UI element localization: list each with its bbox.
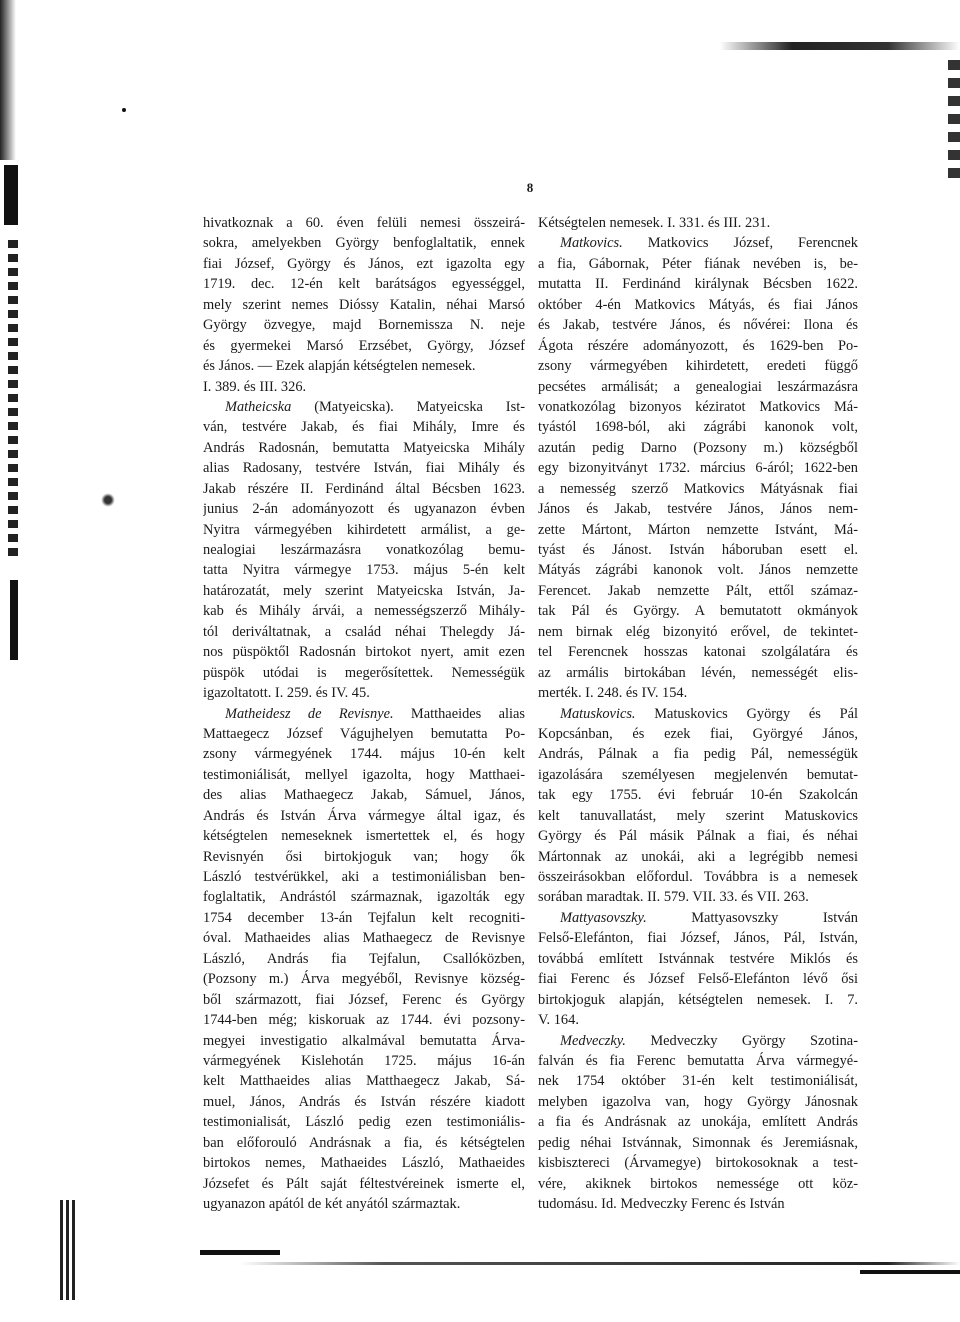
line-text: merték. I. 248. és IV. 154. xyxy=(538,685,688,702)
text-line xyxy=(538,990,858,1010)
text-line xyxy=(203,1194,525,1214)
text-line xyxy=(538,1031,858,1051)
line-text: muel, János, András és István részére kiadott xyxy=(203,1093,525,1110)
text-line xyxy=(538,969,858,989)
scan-edge-mark xyxy=(8,240,18,560)
text-line xyxy=(203,908,525,928)
line-text: András, Pálnak a fia pedig Pál, nemességük xyxy=(538,746,858,763)
line-text: megyei investigatio alkalmával bemutatta Árva- xyxy=(203,1032,525,1049)
text-line xyxy=(538,540,858,560)
scan-edge-mark xyxy=(860,1270,960,1274)
text-line xyxy=(538,1174,858,1194)
line-text: kisbisztereci (Árvamegye) birtokosoknak a test- xyxy=(538,1155,858,1172)
text-line xyxy=(203,765,525,785)
text-line xyxy=(538,1112,858,1132)
text-line xyxy=(203,479,525,499)
text-line xyxy=(203,806,525,826)
line-text: nealogiai leszármazásra vonatkozólag bemu- xyxy=(203,542,525,558)
text-line xyxy=(538,1153,858,1173)
line-text: György és Pál másik Pálnak a fiai, és néhai xyxy=(538,828,858,845)
text-line xyxy=(538,213,858,233)
text-line xyxy=(203,826,525,846)
page-number: 8 xyxy=(526,180,534,195)
text-line xyxy=(538,336,858,356)
line-text: és Jakab, testvére János, és nővérei: Ilona és xyxy=(538,317,858,334)
text-line xyxy=(203,1031,525,1051)
text-line xyxy=(538,254,858,274)
text-line xyxy=(538,928,858,948)
text-line xyxy=(538,1092,858,1112)
scan-edge-mark xyxy=(200,1250,280,1255)
line-text: zsony vármegyének 1744. május 10-én kelt xyxy=(203,746,525,763)
line-text: birtokos nemes, Mathaeides László, Mathaeides xyxy=(203,1155,525,1172)
text-line xyxy=(538,826,858,846)
line-text: tak egy 1755. évi február 10-én Szakolcán xyxy=(538,787,858,804)
text-line xyxy=(538,663,858,683)
line-text: 1754 december 13-án Tejfalun kelt recogniti- xyxy=(203,909,525,926)
text-line xyxy=(203,560,525,580)
line-text: I. 389. és III. 326. xyxy=(203,378,307,395)
text-line xyxy=(538,642,858,662)
line-text: kétségtelen nemeseknek ismertettek el, és hogy xyxy=(203,828,525,845)
text-line xyxy=(203,969,525,989)
line-text: sorában maradtak. II. 579. VII. 33. és VII. 263. xyxy=(538,889,809,906)
text-line xyxy=(203,274,525,294)
line-text: vármegyének Kislehotán 1725. május 16-án xyxy=(203,1052,525,1069)
line-text: László, András fia Tejfalun, Csallóközben, xyxy=(203,950,525,967)
text-line xyxy=(203,336,525,356)
line-text: 1744-ben még; kiskoruak az 1744. évi pozsony- xyxy=(203,1012,525,1029)
text-line xyxy=(538,744,858,764)
scan-edge-mark xyxy=(720,42,960,50)
text-line xyxy=(203,704,525,724)
line-text: egy bizonyitványt 1732. március 6-áról; 1622-ben xyxy=(538,460,858,477)
entry-heading: Matheidesz de Revisnye. xyxy=(225,705,394,722)
line-text: és János. — Ezek alapján kétségtelen nemesek. xyxy=(203,358,476,375)
line-text: Felső-Elefánton, fiai József, János, Pál, István, xyxy=(538,930,858,947)
line-text: junius 2-án adományozott és ugyanazon évben xyxy=(203,501,525,518)
text-line xyxy=(538,622,858,642)
line-text: Medveczky György Szotina- xyxy=(625,1032,858,1049)
line-text: október 4-én Matkovics Mátyás, és fiai János xyxy=(538,296,858,313)
line-text: azután pedig Darno (Pozsony m.) községből xyxy=(538,439,858,456)
text-line xyxy=(538,704,858,724)
line-text: Mártonnak az unokái, aki a legrégibb nemesi xyxy=(538,848,858,865)
scan-speck xyxy=(100,492,116,508)
line-text: tel Ferencnek hosszas katonai szolgálatára és xyxy=(538,644,858,661)
line-text: a fia, Gábornak, Péter fiának nevében is, be- xyxy=(538,255,858,272)
text-line xyxy=(203,295,525,315)
line-text: kelt tanuvallatást, mely szerint Matuskovics xyxy=(538,807,858,824)
line-text: Józsefet és Pált saját féltestvéreinek ismerte el, xyxy=(203,1175,525,1192)
text-line xyxy=(203,417,525,437)
line-text: testimoniálisát, mellyel igazolta, hogy Matthaei- xyxy=(203,766,525,783)
line-text: Ferencet. Jakab nemzette Pált, ettől számaz- xyxy=(538,582,858,599)
line-text: igazoltatott. I. 259. és IV. 45. xyxy=(203,685,370,702)
text-line xyxy=(538,1194,858,1214)
scan-edge-mark xyxy=(10,580,18,660)
text-line xyxy=(538,377,858,397)
scan-speck xyxy=(122,108,126,112)
line-text: kelt Matthaeides alias Matthaegecz Jakab, Sá- xyxy=(203,1073,525,1090)
line-text: des alias Mathaegecz Jakab, Sámuel, János, xyxy=(203,787,525,804)
text-line xyxy=(203,233,525,253)
text-line xyxy=(538,1051,858,1071)
text-line xyxy=(203,724,525,744)
line-text: a fia és Andrásnak az unokája, említett András xyxy=(538,1114,858,1131)
text-line xyxy=(203,213,525,233)
text-line xyxy=(538,765,858,785)
line-text: Jakab részére II. Ferdinánd által Bécsben 1623. xyxy=(203,480,525,497)
line-text: testimonialisát, László pedig ezen testimoniális- xyxy=(203,1114,525,1131)
line-text: tak Pál és György. A bemutatott okmányok xyxy=(538,603,858,620)
scan-edge-shadow xyxy=(0,0,20,160)
text-line xyxy=(203,744,525,764)
text-line xyxy=(203,601,525,621)
line-text: Revisnyén ősi birtokjoguk van; hogy ők xyxy=(203,848,525,865)
text-line xyxy=(538,397,858,417)
text-line xyxy=(538,233,858,253)
line-text: (Matyeicska). Matyeicska Ist- xyxy=(291,398,525,415)
text-line xyxy=(538,724,858,744)
line-text: vére, akiknek birtokos nemessége ott köz- xyxy=(538,1175,858,1192)
text-line xyxy=(203,1153,525,1173)
text-line xyxy=(203,1071,525,1091)
line-text: összeirásokban előfordul. Továbbra is a nemesek xyxy=(538,869,858,885)
line-text: fiai Ferenc és József Felső-Elefánton lévő ősi xyxy=(538,971,858,988)
scan-edge-mark xyxy=(948,60,960,180)
line-text: (Pozsony m.) Árva megyéből, Revisnye község- xyxy=(203,971,525,988)
text-line xyxy=(203,499,525,519)
text-line xyxy=(538,356,858,376)
text-line xyxy=(538,806,858,826)
line-text: nem birnak elég bizonyitó erővel, de tekintet- xyxy=(538,623,858,640)
line-text: 1719. dec. 12-én kelt barátságos egyességgel, xyxy=(203,276,525,293)
text-line xyxy=(203,1174,525,1194)
text-line xyxy=(203,928,525,948)
text-line xyxy=(538,949,858,969)
text-line xyxy=(538,1010,858,1030)
line-text: fiai József, György és János, ezt igazolta egy xyxy=(203,255,525,272)
line-text: V. 164. xyxy=(538,1012,579,1029)
text-line xyxy=(203,520,525,540)
right-text-column xyxy=(538,213,858,1214)
line-text: pedig néhai Istvánnak, Simonnak és Jeremiásnak, xyxy=(538,1134,858,1151)
text-line xyxy=(203,847,525,867)
text-line xyxy=(203,663,525,683)
text-line xyxy=(203,785,525,805)
line-text: Kopcsánban, és ezek fiai, Györgyé János, xyxy=(538,725,858,742)
line-text: hivatkoznak a 60. éven felüli nemesi összeirá- xyxy=(203,215,525,231)
line-text: ugyanazon apától de két anyától származtak. xyxy=(203,1196,461,1212)
line-text: birtokjoguk alapján, kétségtelen nemesek. I. 7. xyxy=(538,991,858,1008)
line-text: és gyermekei Marsó Erzsébet, György, József xyxy=(203,337,525,354)
entry-heading: Matuskovics. xyxy=(560,705,636,722)
text-line xyxy=(538,499,858,519)
text-line xyxy=(203,683,525,703)
line-text: Matkovics József, Ferencnek xyxy=(622,235,858,252)
line-text: nos püspöktől Radosnán birtokot nyert, amit ezen xyxy=(203,644,525,661)
text-line xyxy=(203,1092,525,1112)
text-line xyxy=(538,560,858,580)
text-line xyxy=(203,581,525,601)
text-line xyxy=(538,683,858,703)
line-text: kab és Mihály árvái, a nemességszerző Mihály- xyxy=(203,603,525,620)
text-line xyxy=(538,438,858,458)
text-line xyxy=(203,1112,525,1132)
text-line xyxy=(538,581,858,601)
line-text: falván és fia Ferenc bemutatta Árva vármegyé- xyxy=(538,1052,858,1069)
text-line xyxy=(538,295,858,315)
text-line xyxy=(538,1071,858,1091)
line-text: András Radosnán, bemutatta Matyeicska Mihály xyxy=(203,439,525,456)
text-line xyxy=(203,540,525,560)
line-text: János és Jakab, testvére János, János nem- xyxy=(538,501,858,518)
line-text: ből származott, fiai József, Ferenc és György xyxy=(203,991,525,1008)
text-line xyxy=(538,847,858,867)
line-text: a nemesség szerző Matkovics Mátyásnak fiai xyxy=(538,480,858,497)
text-line xyxy=(203,622,525,642)
text-line xyxy=(203,377,525,397)
text-line xyxy=(538,785,858,805)
line-text: ban előforouló Andrásnak a fia, és kétségtelen xyxy=(203,1134,525,1151)
text-line xyxy=(538,479,858,499)
text-line xyxy=(203,1051,525,1071)
text-line xyxy=(538,417,858,437)
text-line xyxy=(538,601,858,621)
text-line xyxy=(538,520,858,540)
line-text: igazolására személyesen megjelenvén bemutat- xyxy=(538,766,858,783)
line-text: tatta Nyitra vármegye 1753. május 5-én kelt xyxy=(203,562,525,579)
line-text: vonatkozólag bizonyos kéziratot Matkovics Má- xyxy=(538,398,858,415)
entry-heading: Medveczky. xyxy=(560,1032,626,1049)
line-text: Kétségtelen nemesek. I. 331. és III. 231. xyxy=(538,215,771,231)
text-line xyxy=(203,887,525,907)
text-line xyxy=(203,642,525,662)
line-text: Mattaegecz József Vágujhelyen bemutatta Po- xyxy=(203,725,525,742)
scan-edge-mark xyxy=(60,1200,78,1300)
text-line xyxy=(203,949,525,969)
line-text: továbbá említett Istvánnak testvére Miklós és xyxy=(538,950,858,967)
line-text: zette Mártont, Márton nemzette Istvánt, Má- xyxy=(538,521,858,538)
text-line xyxy=(538,1133,858,1153)
line-text: tudomásu. Id. Medveczky Ferenc és István xyxy=(538,1196,785,1212)
text-line xyxy=(538,867,858,887)
line-text: az armális birtokában lévén, nemességét elis- xyxy=(538,664,858,681)
line-text: Ágota részére adományozott, és 1629-ben Po- xyxy=(538,337,858,354)
text-line xyxy=(203,397,525,417)
line-text: püspök utódai is megerősítettek. Nemességük xyxy=(203,664,525,681)
line-text: Mattyasovszky István xyxy=(646,909,858,926)
text-line xyxy=(538,908,858,928)
text-line xyxy=(538,315,858,335)
line-text: Matuskovics György és Pál xyxy=(635,705,858,722)
line-text: László testvérükkel, aki a testimoniálisban ben- xyxy=(203,869,525,885)
line-text: tyástól 1698-ból, aki zágrábi kanonok volt, xyxy=(538,419,858,436)
line-text: óval. Mathaeides alias Mathaegecz de Revisnye xyxy=(203,930,525,947)
line-text: pecsétes armálisát; a genealogiai leszármazásra xyxy=(538,378,858,395)
line-text: András és István Árva vármegye által igaz, és xyxy=(203,807,525,824)
line-text: sokra, amelyekben György benfoglaltatik, ennek xyxy=(203,235,525,252)
line-text: határozatát, mely szerint Matyeicska István, Ja- xyxy=(203,582,525,599)
text-line xyxy=(203,458,525,478)
entry-heading: Mattyasovszky. xyxy=(560,909,647,926)
line-text: Mátyás zágrábi kanonok volt. János nemzette xyxy=(538,562,858,579)
scan-edge-mark xyxy=(4,165,18,225)
line-text: zsony vármegyében kihirdetett, eredeti függő xyxy=(538,358,858,375)
scan-edge-mark xyxy=(240,1262,960,1265)
text-line xyxy=(203,867,525,887)
text-line xyxy=(538,274,858,294)
line-text: nek 1754 október 31-én kelt testimoniálisát, xyxy=(538,1073,858,1090)
line-text: Matthaeides alias xyxy=(393,705,525,722)
text-line xyxy=(203,438,525,458)
left-text-column xyxy=(203,213,525,1214)
line-text: tól deriváltatnak, a család néhai Thelegdy Já- xyxy=(203,623,525,640)
text-line xyxy=(203,990,525,1010)
line-text: tyást és Jánost. István háboruban esett el. xyxy=(538,542,858,558)
line-text: György özvegye, majd Bornemissza N. neje xyxy=(203,317,525,334)
text-line xyxy=(538,458,858,478)
text-line xyxy=(203,1010,525,1030)
entry-heading: Matheicska xyxy=(225,398,292,415)
line-text: alias Radosany, testvére István, fiai Mihály és xyxy=(203,460,525,477)
line-text: ván, testvére Jakab, és fiai Mihály, Imre és xyxy=(203,419,525,436)
text-line xyxy=(538,887,858,907)
text-line xyxy=(203,356,525,376)
line-text: mely szerint nemes Dióssy Katalin, néhai Marsó xyxy=(203,296,525,313)
line-text: melyben igazolva van, hogy György Jánosnak xyxy=(538,1093,858,1110)
line-text: Nyitra vármegyében kihirdetett armálist, a ge- xyxy=(203,521,525,538)
line-text: mutatta II. Ferdinánd királynak Bécsben 1622. xyxy=(538,276,858,293)
text-line xyxy=(203,315,525,335)
text-line xyxy=(203,254,525,274)
text-line xyxy=(203,1133,525,1153)
entry-heading: Matkovics. xyxy=(560,235,623,252)
line-text: foglaltatik, Andrástól származnak, igazolták egy xyxy=(203,889,525,906)
